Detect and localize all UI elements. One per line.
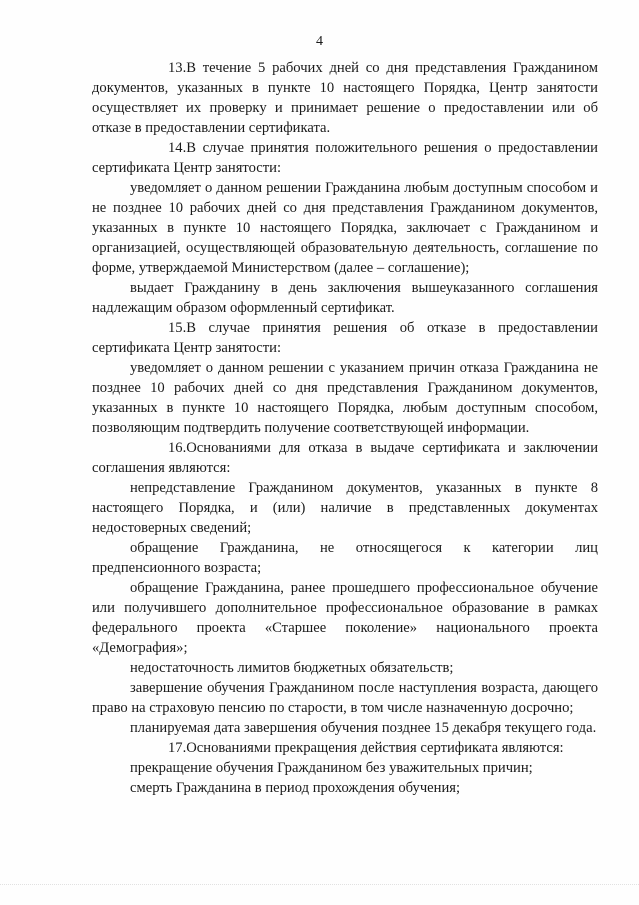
clause-number: 17. — [168, 740, 187, 756]
paragraph-text: В случае принятия положительного решения о предоставлении сертификата Центр занятости: — [92, 140, 598, 176]
paragraph-16-item-5 — [92, 678, 598, 718]
paragraph-text: В течение 5 рабочих дней со дня представления Гражданином документов, указанных в пункте 10 настоящего Порядка, Центр занятости осуществляет их проверку и принимает решение о предоставлении или об отказе в предоставлении сертификата. — [92, 60, 598, 136]
paragraph-13 — [92, 58, 598, 138]
paragraph-text: смерть Гражданина в период прохождения обучения; — [130, 780, 461, 796]
paragraph-text: уведомляет о данном решении с указанием причин отказа Гражданина не позднее 10 рабочих дней со дня представления Гражданином документов, указанных в пункте 10 настоящего Порядка, любым доступным способом, позволяющим подтвердить получение соответствующей информации. — [92, 360, 598, 436]
paragraph-15-item-1 — [92, 358, 598, 438]
document-body — [92, 58, 598, 798]
paragraph-text: завершение обучения Гражданином после наступления возраста, дающего право на страховую пенсию по старости, в том числе назначенную досрочно; — [92, 680, 598, 716]
clause-number: 15. — [168, 320, 187, 336]
paragraph-text: планируемая дата завершения обучения позднее 15 декабря текущего года. — [130, 720, 597, 736]
paragraph-text: Основаниями прекращения действия сертификата являются: — [186, 740, 564, 756]
paragraph-16-item-6 — [92, 718, 598, 738]
clause-number: 14. — [168, 140, 187, 156]
paragraph-15 — [92, 318, 598, 358]
paragraph-text: обращение Гражданина, ранее прошедшего профессиональное обучение или получившего дополнительное профессиональное образование в рамках федерального проекта «Старшее поколение» национального проекта «Демография»; — [92, 580, 598, 656]
paragraph-17 — [92, 738, 598, 758]
paragraph-text: непредставление Гражданином документов, указанных в пункте 8 настоящего Порядка, и (или) наличие в представленных документах недостоверных сведений; — [92, 480, 598, 536]
paragraph-text: обращение Гражданина, не относящегося к категории лиц предпенсионного возраста; — [92, 540, 598, 576]
paragraph-16-item-4 — [92, 658, 598, 678]
page-number: 4 — [316, 34, 323, 49]
paragraph-text: недостаточность лимитов бюджетных обязательств; — [130, 660, 454, 676]
paragraph-16-item-2 — [92, 538, 598, 578]
clause-number: 16. — [168, 440, 187, 456]
paragraph-text: выдает Гражданину в день заключения вышеуказанного соглашения надлежащим образом оформленный сертификат. — [92, 280, 598, 316]
paragraph-16 — [92, 438, 598, 478]
paragraph-14 — [92, 138, 598, 178]
clause-number: 13. — [168, 60, 187, 76]
paragraph-16-item-1 — [92, 478, 598, 538]
paragraph-14-item-2 — [92, 278, 598, 318]
paragraph-text: Основаниями для отказа в выдаче сертификата и заключении соглашения являются: — [92, 440, 598, 476]
paragraph-17-item-1 — [92, 758, 598, 778]
paragraph-text: прекращение обучения Гражданином без уважительных причин; — [130, 760, 533, 776]
paragraph-text: уведомляет о данном решении Гражданина любым доступным способом и не позднее 10 рабочих дней со дня представления Гражданином документов, указанных в пункте 10 настоящего Порядка, заключает с Гражданином и организацией, осуществляющей образовательную деятельность, соглашение по форме, утверждаемой Министерством (далее – соглашение); — [92, 180, 598, 276]
paragraph-14-item-1 — [92, 178, 598, 278]
paragraph-17-item-2 — [92, 778, 598, 798]
paragraph-16-item-3 — [92, 578, 598, 658]
scan-edge-divider — [0, 884, 639, 893]
paragraph-text: В случае принятия решения об отказе в предоставлении сертификата Центр занятости: — [92, 320, 598, 356]
